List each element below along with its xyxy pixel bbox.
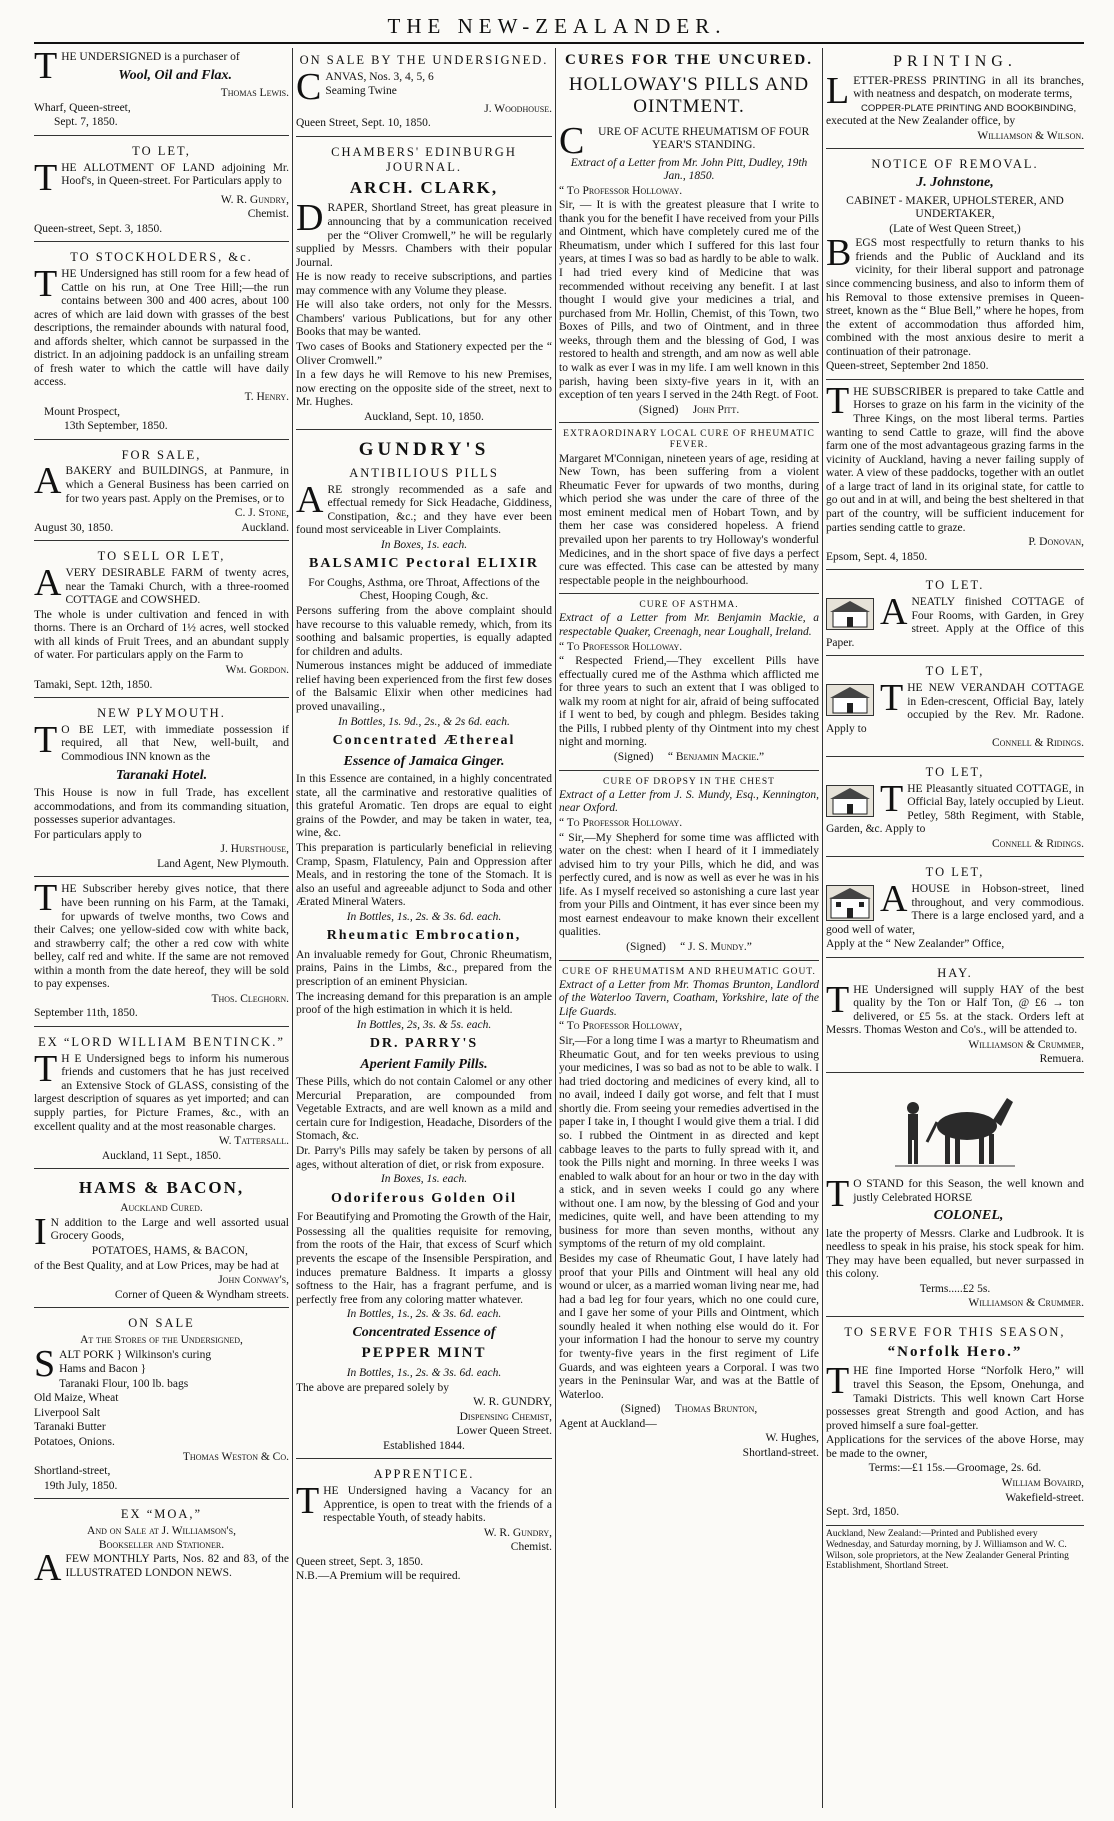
ad-text: HE ALLOTMENT OF LAND adjoining Mr. Hoof's, in Queen-street. For Particulars apply to [61,161,289,188]
ad-signature: Dispensing Chemist, [459,1410,552,1423]
ad-text: Sir,—For a long time I was a martyr to Rheumatism and Rheumatic Gout, and for ten weeks previous to using your medicines, I was so bad as not to be able to walk. I had tried doctoring and medicines of every kind, all to no avail, indeed I daily got worse, and felt that I must shortly die. From seeing your remedies advertised in the paper I take in, I thought I would give them a trial. I did so. I rubbed the Ointment in as directed and kept cabbage leaves to the parts to fully spread with it, and took the Pills night and morning. In three weeks I was enabled to walk about for an hour or two in the day with a stick, and in seven weeks I could go any where without one. I am now, by the blessing of God and your medicines, quite well, and have been attending to my business for more than seven months, without any symptoms of the return of my old complaint. [559,1035,819,1251]
list-item: Hams and Bacon } [59,1363,147,1376]
ad-moa [34,1502,289,1590]
ad-horse-colonel [826,1076,1084,1317]
ad-signature: P. Donovan, [1028,536,1084,549]
ad-signature: Williamson & Wilson. [977,129,1084,142]
ad-signature: Wm. Gordon. [225,663,289,676]
ad-date: August 30, 1850. [34,521,114,534]
ad-place: Auckland. [241,521,289,534]
ad-name: Taranaki Hotel. [115,767,208,783]
ad-signature: John Pitt. [692,403,740,416]
drop-cap: B [826,232,852,275]
ad-text: Margaret M'Connigan, nineteen years of age, residing at New Town, has been suffering from a violent Rheumatic Fever for upwards of two months, during which period she was under the care of three of the most eminent medical men of Hobart Town, and by them her case was considered hopeless. A friend prevailed upon her parents to try Holloway's wonderful Medicines, and in the short space of five days a perfect cure was effected. This case can be attested by many respectable people in the neighbourhood. [559,452,819,587]
ad-heading: HAY. [937,965,973,980]
column-4 [826,48,1084,1808]
ad-text: HE SUBSCRIBER is prepared to take Cattle and Horses to graze on his farm in the vicinity of the Three Kings, on the most liberal terms. Parties wanting to send Cattle to graze, will find the above farm one of the most advantageous grazing farms in the vicinity of Auckland, having a never failing supply of water. A view of these paddocks, together with an outlet of a large tract of land in its original state, for cattle to go out and in at will, and being the best sheltered in that part of the country, will be sufficient inducement for parties sending cattle to graze. [826,385,1084,534]
ad-apprentice [296,1462,552,1589]
ad-price: In Bottles, 1s. 9d., 2s., & 2s 6d. each. [338,715,510,728]
drop-cap: T [34,718,58,761]
ad-text: VERY DESIRABLE FARM of twenty acres, near the Tamaki Church, with a three-roomed COTTAGE and COWSHED. [65,567,289,607]
ad-signature: Connell & Ridings. [991,737,1084,750]
agent-name: W. Hughes, [765,1432,819,1445]
ad-name: “Norfolk Hero.” [887,1343,1023,1360]
drop-cap: L [826,69,850,112]
ad-text: The above are prepared solely by [296,1381,449,1394]
ad-date: September 11th, 1850. [34,1007,138,1020]
column-rule [292,48,293,1808]
ad-text: For particulars apply to [34,828,142,841]
signed-label: (Signed) [613,751,654,764]
drop-cap: A [34,460,62,503]
ad-price: In Boxes, 1s. each. [380,1173,468,1186]
ad-subtitle: Auckland Cured. [120,1202,203,1215]
column-1 [34,48,289,1808]
ad-text: He is now ready to receive subscriptions, and parties may commence with any Volume they please. [296,271,552,297]
ad-signature: J. Woodhouse. [484,102,552,115]
ad-text: “ Sir,—My Shepherd for some time was afflicted with water on the chest: when I heard of it I immediately advised him to try your Pills, which he did, and was perfectly cured, and is now as well as ever he was in his life. As I myself received so astonishing a cure last year from your Pills and Ointment, it has ever since been my most earnest endeavour to make known their excellent qualities. [559,831,819,939]
ad-text: BAKERY and BUILDINGS, at Panmure, in which a General Business has been carried on for two years past. Apply on the Premises, or to [65,465,289,505]
drop-cap: A [296,478,324,521]
masthead: THE NEW-ZEALANDER. [387,14,727,38]
ad-text: executed at the New Zealander office, by [826,115,1016,128]
ad-text: late the property of Messrs. Clarke and Ludbrook. It is needless to speak in his praise, his stock speak for him. They may have been equalled, but never surpassed in this colony. [826,1227,1084,1281]
ad-signature: “ J. S. Mundy.” [680,941,752,953]
ad-title: Odoriferous Golden Oil [330,1190,518,1206]
ad-text: RE strongly recommended as a safe and effectual remedy for Sick Headache, Giddiness, Constipation, &c.; and they have ever been found most serviceable in Liver Complaints. [296,483,552,537]
ad-signature: T. Henry. [244,391,289,404]
ad-heading: TO LET. [925,578,985,593]
ad-signature: W. R. GUNDRY, [473,1396,552,1409]
ad-text: These Pills, which do not contain Calomel or any other Mercurial Preparation, are compounded from Vegetable Extracts, and are well known as a mild and certain cure for Indigestion, Headache, Disorders of the Stomach, &c. [296,1076,552,1143]
ad-subtitle: At the Stores of the Undersigned, [80,1334,243,1347]
agent-label: Agent at Auckland— [559,1417,657,1430]
ad-text: POTATOES, HAMS, & BACON, [91,1245,248,1258]
horse-icon [895,1082,1015,1174]
ad-heading: TO SELL OR LET, [97,549,226,564]
ad-title: Rheumatic Embrocation, [326,928,522,944]
ad-heading: FOR SALE, [121,447,202,462]
ad-place: Remuera. [1039,1053,1084,1066]
drop-cap: A [34,562,62,605]
drop-cap: T [826,1173,850,1216]
ad-text: HE Subscriber hereby gives notice, that there have been running on his Farm, at the Tamaki, for upwards of twelve months, two Cows and their Calves; one yellow-sided cow with white back, and strawberry calf; the other a red cow with white belley, calf red and white. If the same are not removed within a month from the date hereof, they will be sold to pay expenses. [34,883,289,991]
ad-terms: Terms.....£2 5s. [919,1282,991,1295]
ad-text: “ Respected Friend,—They excellent Pills have effectually cured me of the Asthma which afflicted me for three years to such an extent that I was obliged to walk my room at night for air, afraid of being suffocated if I went to bed, by cough and phlegm. Besides taking the Pills, I rubbed plenty of thy Ointment into my chest night and morning. [559,655,819,749]
ad-price: In Boxes, 1s. each. [380,538,468,551]
ad-price: In Bottles, 1s., 2s. & 3s. 6d. each. [346,910,502,923]
ad-extract: Extract of a Letter from Mr. John Pitt, Dudley, 19th Jan., 1850. [570,156,808,183]
ad-title: PEPPER MINT [361,1345,487,1362]
ad-established: Established 1844. [383,1439,465,1452]
ad-heading: CURE OF DROPSY IN THE CHEST [603,776,775,787]
ad-title: Concentrated Essence of [352,1324,496,1340]
ad-subtitle: Bookseller and Stationer. [98,1538,225,1551]
ad-text: Seaming Twine [325,85,397,98]
drop-cap: T [826,978,850,1021]
drop-cap: T [826,1360,850,1403]
ad-text: The whole is under cultivation and fenced in with thorns. There is an Orchard of 1½ acres, well stocked with all kinds of Fruit Trees, and an abundant supply of water. For particulars apply on the Farm to [34,608,289,662]
testimonial-pitt [559,119,819,424]
ad-text: In a few days he will Remove to his new Premises, now erecting on the opposite side of the street, next to Mr. Hughes. [296,369,552,409]
ad-text: URE OF ACUTE RHEUMATISM OF FOUR YEAR'S STANDING. [598,125,810,152]
ad-heading: TO LET, [925,764,985,779]
ad-date: Sept. 3rd, 1850. [826,1506,900,1519]
ad-title: DR. PARRY'S [369,1036,479,1052]
ad-wool [34,48,289,136]
ad-signature: J. Hursthouse, [220,843,289,856]
column-rule [822,48,823,1808]
column-rule [555,48,556,1808]
drop-cap: A [880,590,908,633]
drop-cap: I [34,1210,47,1253]
ad-glass [34,1030,289,1169]
masthead-rule [34,42,1084,44]
ad-heading: NOTICE OF REMOVAL. [871,157,1039,172]
ad-text: HE fine Imported Horse “Norfolk Hero,” will travel this Season, the Epsom, Onehunga, and Tamaki Districts. This well known Cart Horse possesses great Strength and good Action, and has proved himself a sure foal-getter. [826,1365,1084,1432]
ad-text: An invaluable remedy for Gout, Chronic Rheumatism, prains, Pains in the Limbs, &c., prepared from the prescription of an eminent Physician. [296,948,552,988]
ad-title: Aperient Family Pills. [360,1056,488,1072]
ad-price: In Bottles, 2s, 3s. & 5s. each. [356,1018,492,1031]
list-item: Liverpool Salt [34,1406,101,1419]
drop-cap: T [296,1480,320,1523]
testimonial-fever [559,426,819,594]
ad-text: This preparation is particularly beneficial in relieving Cramp, Spasm, Flatulency, Pain and Oppression after Meals, and in restoring the tone of the Stomach. It is also an useful and agreeable adjunct to Soda and other Ærated Mineral Waters. [296,841,552,909]
house-icon [826,885,874,921]
ad-signature: William Bovaird, [1001,1476,1084,1489]
ad-signature: Connell & Ridings. [991,837,1084,850]
ad-text: H E Undersigned begs to inform his numerous friends and customers that he has just received an Extensive Stock of GLASS, consisting of the largest description of squares as yet imported; and can supply parties, for Picture Frames, &c., with an excellent quality and at the most reasonable charges. [34,1052,289,1133]
ad-date: Mount Prospect, [44,405,121,418]
drop-cap: C [296,65,322,108]
ad-terms: Terms:—£1 15s.—Groomage, 2s. 6d. [868,1462,1042,1475]
ad-signature: Chemist. [510,1541,552,1554]
list-item: Taranaki Butter [34,1421,106,1434]
ad-salutation: “ To Professor Holloway. [559,816,683,829]
ad-text: Apply at the “ New Zealander” Office, [826,938,1005,951]
ad-text: HE Undersigned having a Vacancy for an Apprentice, is open to treat with the friends of a respectable Youth, of steady habits. [323,1485,552,1525]
testimonial-brunton [559,964,819,1466]
ad-heading: TO LET, [925,664,985,679]
ad-heading: APPRENTICE. [373,1467,475,1482]
ad-hay [826,961,1084,1073]
drop-cap: D [296,197,324,240]
ad-heading: TO LET, [925,865,985,880]
ad-note: N.B.—A Premium will be required. [296,1570,461,1583]
list-item: Taranaki Flour, 100 lb. bags [59,1377,189,1390]
drop-cap: C [559,119,585,162]
ad-for-sale-bakery [34,443,289,542]
ad-price: In Bottles, 1s., 2s. & 3s. 6d. each. [346,1308,502,1321]
list-item: Potatoes, Onions. [34,1435,115,1448]
list-item: Old Maize, Wheat [34,1392,119,1405]
ad-signature: W. Tattersall. [218,1135,289,1148]
ad-heading: ON SALE [128,1316,195,1331]
house-icon [826,785,874,817]
ad-text: Besides my case of Rheumatic Gout, I have lately had proof that your Pills and Ointment will heal any old wound or ulcer, as a married woman living near me, had had a bad leg for four years, which no one could cure, and I gave her some of your Pills and Ointment, which soundly healed it when nothing else would do it. For your information I had the honour to serve my country for twenty-five years in the first regiment of Life Guards, and was eighteen years a Corporal. I was two years in the Peninsular War, and was at the Battle of Waterloo. [559,1253,819,1401]
drop-cap: S [34,1342,56,1385]
ad-title: Concentrated Æthereal [332,733,516,749]
ad-to-let-hobson [826,860,1084,958]
house-icon [826,598,874,630]
ad-signature: Thos. Cleghorn. [211,992,289,1005]
ad-heading: CURE OF RHEUMATISM AND RHEUMATIC GOUT. [562,966,816,977]
drop-cap: T [34,262,58,305]
ad-subtitle: For Beautifying and Promoting the Growth of the Hair, [296,1211,552,1224]
ad-to-let-cottage [826,573,1084,656]
ad-title: BALSAMIC Pectoral ELIXIR [309,556,539,572]
house-icon [826,684,874,716]
ad-heading: PRINTING. [893,53,1017,70]
testimonial-dropsy [559,774,819,961]
ad-product: Wool, Oil and Flax. [118,67,232,83]
column-2 [296,48,552,1808]
ad-date: Auckland, Sept. 10, 1850. [364,410,484,423]
ad-salutation: “ To Professor Holloway. [559,184,683,197]
ad-extract: Extract of a Letter from Mr. Benjamin Mackie, a respectable Quaker, Creenagh, near Loughall, Ireland. [559,612,819,638]
ad-text: He will also take orders, not only for the Messrs. Chambers' various Publications, but for any other Books that may be wanted. [296,299,552,339]
ad-canvas [296,48,552,137]
ad-text: HE NEW VERANDAH COTTAGE in Eden-crescent, Official Bay, lately occupied by the Rev. Mr. Radone. Apply to [826,681,1084,735]
signed-label: (Signed) [620,1403,661,1416]
ad-date: 19th July, 1850. [44,1479,118,1492]
ad-heading: ON SALE BY THE UNDERSIGNED. [299,53,549,67]
ad-text: (Late of West Queen Street,) [889,222,1021,235]
drop-cap: T [34,156,58,199]
ad-text: RAPER, Shortland Street, has great pleasure in announcing that by a communication received per the “Oliver Cromwell,” he will be regularly supplied by Messrs. Chambers with their popular Journal. [296,202,552,269]
ad-heading: EXTRAORDINARY LOCAL CURE OF RHEUMATIC FEVER. [563,429,815,451]
ad-text: FEW MONTHLY Parts, Nos. 82 and 83, of the ILLUSTRATED LONDON NEWS. [65,1553,289,1579]
ad-text: of the Best Quality, and at Low Prices, may be had at [34,1259,279,1272]
ad-text: HE Undersigned has still room for a few head of Cattle on his run, at One Tree Hill;—the run contains between 300 and 400 acres, about 100 acres of which are laid down with grasses of the best descriptions, the remainder abounds with natural food, and affords shelter, which cannot be surpassed in the district. In an adjoining paddock is an unfailing stream of fresh water to which the cattle will have daily access. [34,267,289,389]
ad-date: Auckland, 11 Sept., 1850. [101,1149,222,1162]
ad-to-let-verandah [826,659,1084,757]
ad-heading: TO STOCKHOLDERS, &c. [70,250,253,265]
ad-name: COLONEL, [933,1208,1004,1224]
section-title: HOLLOWAY'S PILLS AND OINTMENT. [568,73,810,118]
ad-printing [826,48,1084,149]
agent-address: Shortland-street. [742,1446,819,1459]
testimonial-asthma [559,597,819,770]
ad-text: HE Pleasantly situated COTTAGE, in Official Bay, lately occupied by Lieut. Petley, 58th Regiment, with Stable, Garden, &c. Apply to [826,782,1084,836]
ad-date: Queen-street, September 2nd 1850. [826,360,989,373]
ad-text: HE Undersigned will supply HAY of the best quality by the Ton or Half Ton, @ £6 → ton delivered, or £5 5s. at the stack. Orders left at Messrs. Thomas Weston and Co's., will be attended to. [826,983,1084,1037]
ad-text: ETTER-PRESS PRINTING in all its branches, with neatness and despatch, on moderate terms, [853,74,1084,101]
section-heading: CURES FOR THE UNCURED. [565,52,813,68]
ad-date: Sept. 7, 1850. [54,116,118,129]
ad-text: HOUSE in Hobson-street, lined throughout, and very commodious. There is a large enclosed yard, and a good well of water, [826,883,1084,936]
ad-to-let-allotment [34,139,289,242]
ad-title: GUNDRY'S [358,439,490,461]
ad-text: Applications for the services of the above Horse, may be made to the owner, [826,1434,1084,1460]
ad-signature: Thomas Brunton, [674,1403,758,1416]
ad-text: O STAND for this Season, the well known and justly Celebrated HORSE [853,1178,1084,1204]
ad-to-sell-farm [34,544,289,698]
signed-label: (Signed) [626,941,666,953]
ad-text: Persons suffering from the above complaint should have recourse to this valuable remedy, which, from its soothing and balsamic properties, is equally adapted for children and adults. [296,605,552,658]
ad-text: Dr. Parry's Pills may safely be taken by persons of all ages, without alteration of diet, or risk from exposure. [296,1145,552,1171]
ad-heading: EX “LORD WILLIAM BENTINCK.” [38,1035,285,1050]
ad-trade: CABINET - MAKER, UPHOLSTERER, AND UNDERTAKER, [846,194,1064,221]
ad-signature: Land Agent, New Plymouth. [157,857,289,870]
ad-name: J. Johnstone, [916,175,994,191]
ad-extract: Extract of a Letter from Mr. Thomas Brunton, Landlord of the Waterloo Tavern, Coatham, Yorkshire, late of the Life Guards. [559,978,819,1018]
ad-hams-bacon [34,1172,289,1308]
ad-on-sale-stores [34,1311,289,1499]
drop-cap: T [880,777,904,820]
ad-stockholders [34,245,289,440]
drop-cap: T [34,48,58,87]
ad-date: Queen street, Sept. 3, 1850. [296,1555,424,1568]
ad-text: O BE LET, with immediate possession if required, all that New, well-built, and Commodious INN known as the [61,723,289,763]
drop-cap: T [34,1047,58,1090]
ad-signature: “ Benjamin Mackie.” [667,751,765,764]
ad-salutation: “ To Professor Holloway. [559,640,683,653]
ad-to-let-official-bay [826,760,1084,858]
ad-signature: C. J. Stone, [234,507,289,520]
ad-text: Sir, — It is with the greatest pleasure that I write to thank you for the benefit I have received from your Pills and Ointment, which have completely cured me of the Rheumatism, under which I suffered for this last four years, at times I was so bad as hardly to be able to walk. I had tried every kind of Medicine that was recommended without receiving any benefit. I at last thought I would give your medicines a trial, and purchased from Mr. Hollin, Chemist, of this Town, two Boxes of Pills, and two of Ointment, and in three weeks, through them and the blessing of God, I was restored to health and strength, and am now as well able to walk as ever I was in my life. I am well known in this parish, having been sixty-five years in it, with an exception of ten years I served in the 24th Regt. of Foot. [559,199,819,402]
drop-cap: A [34,1547,62,1590]
ad-subtitle: ANTIBILIOUS PILLS [349,465,499,480]
drop-cap: T [826,379,850,422]
ad-date: Shortland-street, [34,1465,111,1478]
ad-text: EGS most respectfully to return thanks to his friends and the Public of Auckland and its vicinity, for their liberal support and patronage since commencing business, and also to inform them of his Removal to those extensive premises in Queen-street, known as the “ Blue Bell,” where he hopes, from the extent of accommodation thus afforded him, combined with the most anxious desire to merit a continuation of their patronage. [826,237,1084,358]
ad-grazing [826,379,1084,570]
ad-signature: Thomas Lewis. [220,87,289,100]
ad-text: In this Essence are contained, in a highly concentrated state, all the carminative and restorative qualities of this grateful Aromatic. Ten drops are equal to eight grains of the Powder, and may be taken in water, tea, wine, &c. [296,773,552,840]
ad-text: For Coughs, Asthma, ore Throat, Affections of the Chest, Hooping Cough, &c. [308,576,540,603]
signed-label: (Signed) [638,403,679,416]
ad-signature: W. R. Gundry, [220,193,289,206]
ad-text: ANVAS, Nos. 3, 4, 5, 6 [325,70,434,83]
ad-date: Queen-street, Sept. 3, 1850. [34,222,163,235]
ad-text: The increasing demand for this preparation is an ample proof of the high estimation in which it is held. [296,990,552,1017]
ad-new-plymouth [34,701,289,877]
ad-signature: Williamson & Crummer. [968,1297,1084,1310]
ad-text: Two cases of Books and Stationery expected per the “ Oliver Cromwell.” [296,341,552,367]
ad-text: Possessing all the qualities requisite for removing, from the roots of the Hair, that excess of Scurf which prevents the escape of the Insensible Perspiration, and induces premature Baldness. It imparts a glossy softness to the Hair, has a fragrant perfume, and is perfectly free from any coloring matter whatever. [296,1225,552,1306]
ad-signature: Thomas Weston & Co. [182,1450,289,1463]
list-item: ALT PORK } Wilkinson's curing [59,1348,212,1361]
ad-extract: Extract of a Letter from J. S. Mundy, Esq., Kennington, near Oxford. [559,788,819,815]
ad-title: ARCH. CLARK, [349,178,499,198]
ad-signature: Lower Queen Street. [456,1425,552,1438]
printer-imprint: Auckland, New Zealand:—Printed and Published every Wednesday, and Saturday morning, by J. Williamson and W. C. Wilson, sole proprietors, at the New Zealander General Printing Establishment, Shortland Street. [826,1528,1069,1572]
ad-text: Numerous instances might be adduced of immediate relief having been experienced from the first few doses of the Balsamic Elixir when other medicines had proved unavailing., [296,660,552,713]
ad-title: Essence of Jamaica Ginger. [343,753,505,769]
ad-place: Wharf, Queen-street, [34,101,131,114]
ad-removal [826,152,1084,380]
ad-signature: Corner of Queen & Wyndham streets. [114,1288,289,1301]
ad-place: Wakefield-street. [1005,1491,1084,1504]
drop-cap: T [880,676,904,719]
ad-norfolk-hero [826,1320,1084,1526]
ad-text: NEATLY finished COTTAGE of Four Rooms, with Garden, in Grey street. Apply at the Office of this Paper. [826,595,1084,649]
ad-salutation: “ To Professor Holloway, [559,1020,683,1033]
ad-text: N addition to the Large and well assorted usual Grocery Goods, [50,1216,289,1243]
ad-date: 13th September, 1850. [64,420,168,433]
ad-date: Queen Street, Sept. 10, 1850. [296,117,431,130]
ad-text: This House is now in full Trade, has excellent accommodations, and from its commanding situation, possesses superior advantages. [34,787,289,827]
ad-heading: TO SERVE FOR THIS SEASON, [844,1325,1066,1340]
drop-cap: T [34,877,58,920]
ad-cattle-notice [34,877,289,1027]
ad-text: HE UNDERSIGNED is a purchaser of [61,51,240,63]
ad-gundry-pills [296,433,552,1459]
ad-date: Tamaki, Sept. 12th, 1850. [34,678,153,691]
ad-signature: John Conway's, [218,1274,289,1287]
ad-heading: CURE OF ASTHMA. [639,600,739,611]
ad-subtitle: And on Sale at J. Williamson's, [87,1524,236,1537]
ad-price: In Bottles, 1s., 2s. & 3s. 6d. each. [346,1366,502,1379]
ad-heading: EX “MOA,” [120,1507,203,1522]
ad-title: HAMS & BACON, [78,1178,245,1198]
drop-cap: A [880,878,908,921]
ad-signature: Williamson & Crummer, [968,1038,1084,1051]
ad-signature: W. R. Gundry, [483,1526,552,1539]
ad-chambers-journal [296,140,552,431]
ad-text: COPPER-PLATE PRINTING AND BOOKBINDING, [861,103,1077,114]
ad-signature: Chemist. [247,208,289,221]
ad-heading: CHAMBERS' EDINBURGH JOURNAL. [331,144,517,174]
column-3 [559,48,819,1808]
ad-date: Epsom, Sept. 4, 1850. [826,550,928,563]
ad-heading: TO LET, [132,143,191,158]
ad-heading: NEW PLYMOUTH. [97,706,226,721]
